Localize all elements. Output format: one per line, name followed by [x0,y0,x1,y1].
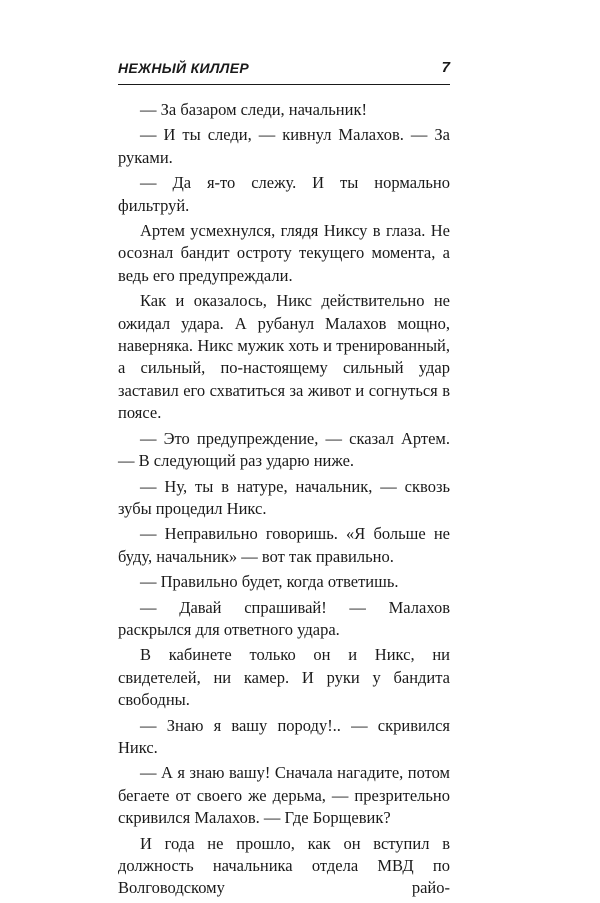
body-text [118,99,450,903]
header-book-title: НЕЖНЫЙ КИЛЛЕР [118,60,249,76]
paragraph: — Давай спрашивай! — Малахов раскрылся для ответного удара. [118,597,450,639]
paragraph: В кабинете только он и Никс, ни свидетелей, ни камер. И руки у бандита свободны. [118,645,450,710]
paragraph: — Знаю я вашу породу!.. — скривился Никс. [118,715,450,757]
paragraph: — Правильно будет, когда ответишь. [140,572,399,592]
paragraph: — Ну, ты в натуре, начальник, — сквозь зубы процедил Никс. [118,476,450,518]
paragraph: — И ты следи, — кивнул Малахов. — За руками. [118,125,450,167]
paragraph: Как и оказалось, Никс действительно не ожидал удара. А рубанул Малахов мощно, наверняка. Никс мужик хоть и тренированный, а сильный, по-настоящему сильный удар заставил его схватиться за живот и согнуться в поясе. [118,291,450,423]
paragraph: — За базаром следи, начальник! [140,100,367,119]
paragraph: — Да я-то слежу. И ты нормально фильтруй. [118,173,450,215]
paragraph: — А я знаю вашу! Сначала нагадите, потом бегаете от своего же дерьма, — презрительно скривился Малахов. — Где Борщевик? [118,763,450,828]
paragraph: И года не прошло, как он вступил в должность начальника отдела МВД по Волговодскому райо- [118,833,450,898]
paragraph: — Это предупреждение, — сказал Артем. — В следующий раз ударю ниже. [118,428,450,471]
running-header [118,58,450,85]
page-number: 7 [441,59,450,76]
paragraph: — Неправильно говоришь. «Я больше не буду, начальник» — вот так правильно. [118,524,450,566]
paragraph: Артем усмехнулся, глядя Никсу в глаза. Не осознал бандит остроту текущего момента, а ведь его предупреждали. [118,221,450,285]
